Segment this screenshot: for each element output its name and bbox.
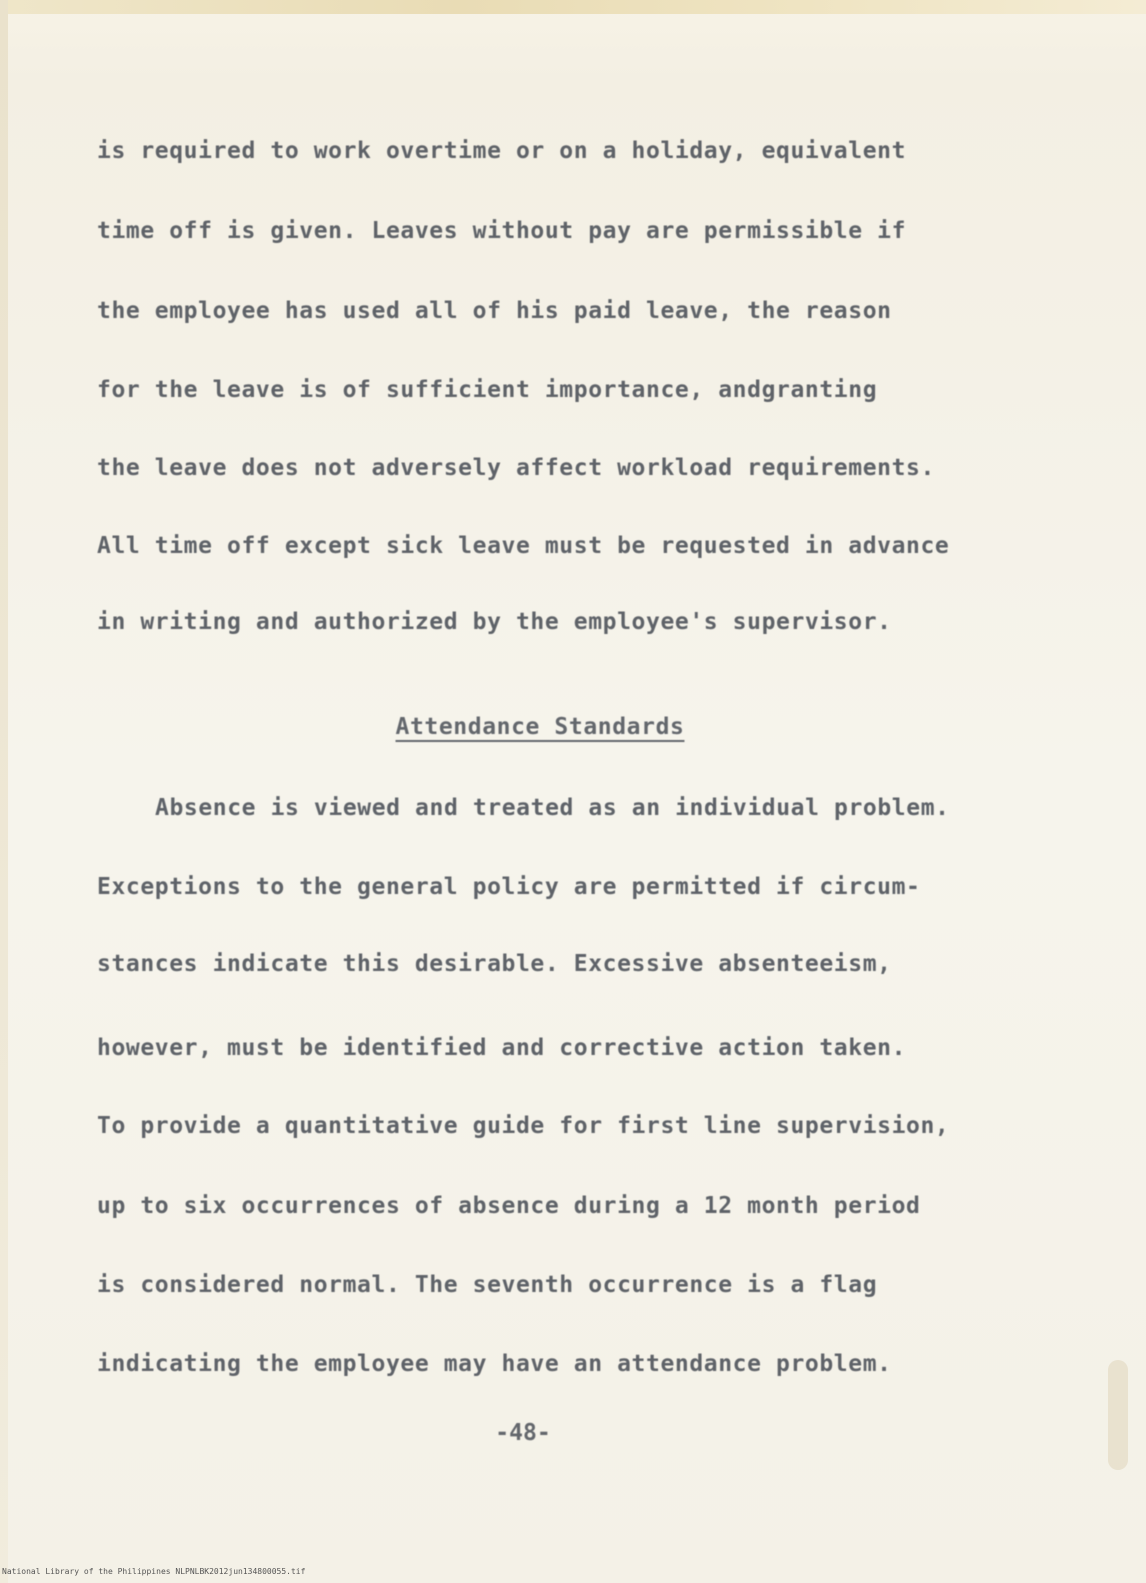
body-line-6: All time off except sick leave must be requested in advance — [97, 533, 950, 559]
section-line-6: up to six occurrences of absence during a 12 month period — [97, 1193, 921, 1219]
section-line-1: Absence is viewed and treated as an individual problem. — [155, 795, 950, 821]
page-number: -48- — [495, 1420, 551, 1446]
body-line-7: in writing and authorized by the employee's supervisor. — [97, 609, 892, 635]
section-line-8: indicating the employee may have an attendance problem. — [97, 1351, 892, 1377]
body-line-1: is required to work overtime or on a holiday, equivalent — [97, 138, 907, 164]
scan-credit: National Library of the Philippines NLPNLBK2012jun134800055.tif — [2, 1567, 306, 1576]
section-line-2: Exceptions to the general policy are permitted if circum- — [97, 874, 921, 900]
body-line-2: time off is given. Leaves without pay are permissible if — [97, 218, 907, 244]
body-line-3: the employee has used all of his paid leave, the reason — [97, 298, 892, 324]
section-heading: Attendance Standards — [395, 714, 685, 740]
section-line-4: however, must be identified and corrective action taken. — [97, 1035, 907, 1061]
section-line-3: stances indicate this desirable. Excessive absenteeism, — [97, 951, 892, 977]
paper-stain — [1108, 1360, 1128, 1470]
page-left-edge — [0, 0, 8, 1583]
section-line-7: is considered normal. The seventh occurrence is a flag — [97, 1272, 878, 1298]
page-top-edge — [0, 0, 1146, 14]
section-line-5: To provide a quantitative guide for first line supervision, — [97, 1113, 950, 1139]
body-line-5: the leave does not adversely affect workload requirements. — [97, 455, 935, 481]
body-line-4: for the leave is of sufficient importance, andgranting — [97, 377, 878, 403]
